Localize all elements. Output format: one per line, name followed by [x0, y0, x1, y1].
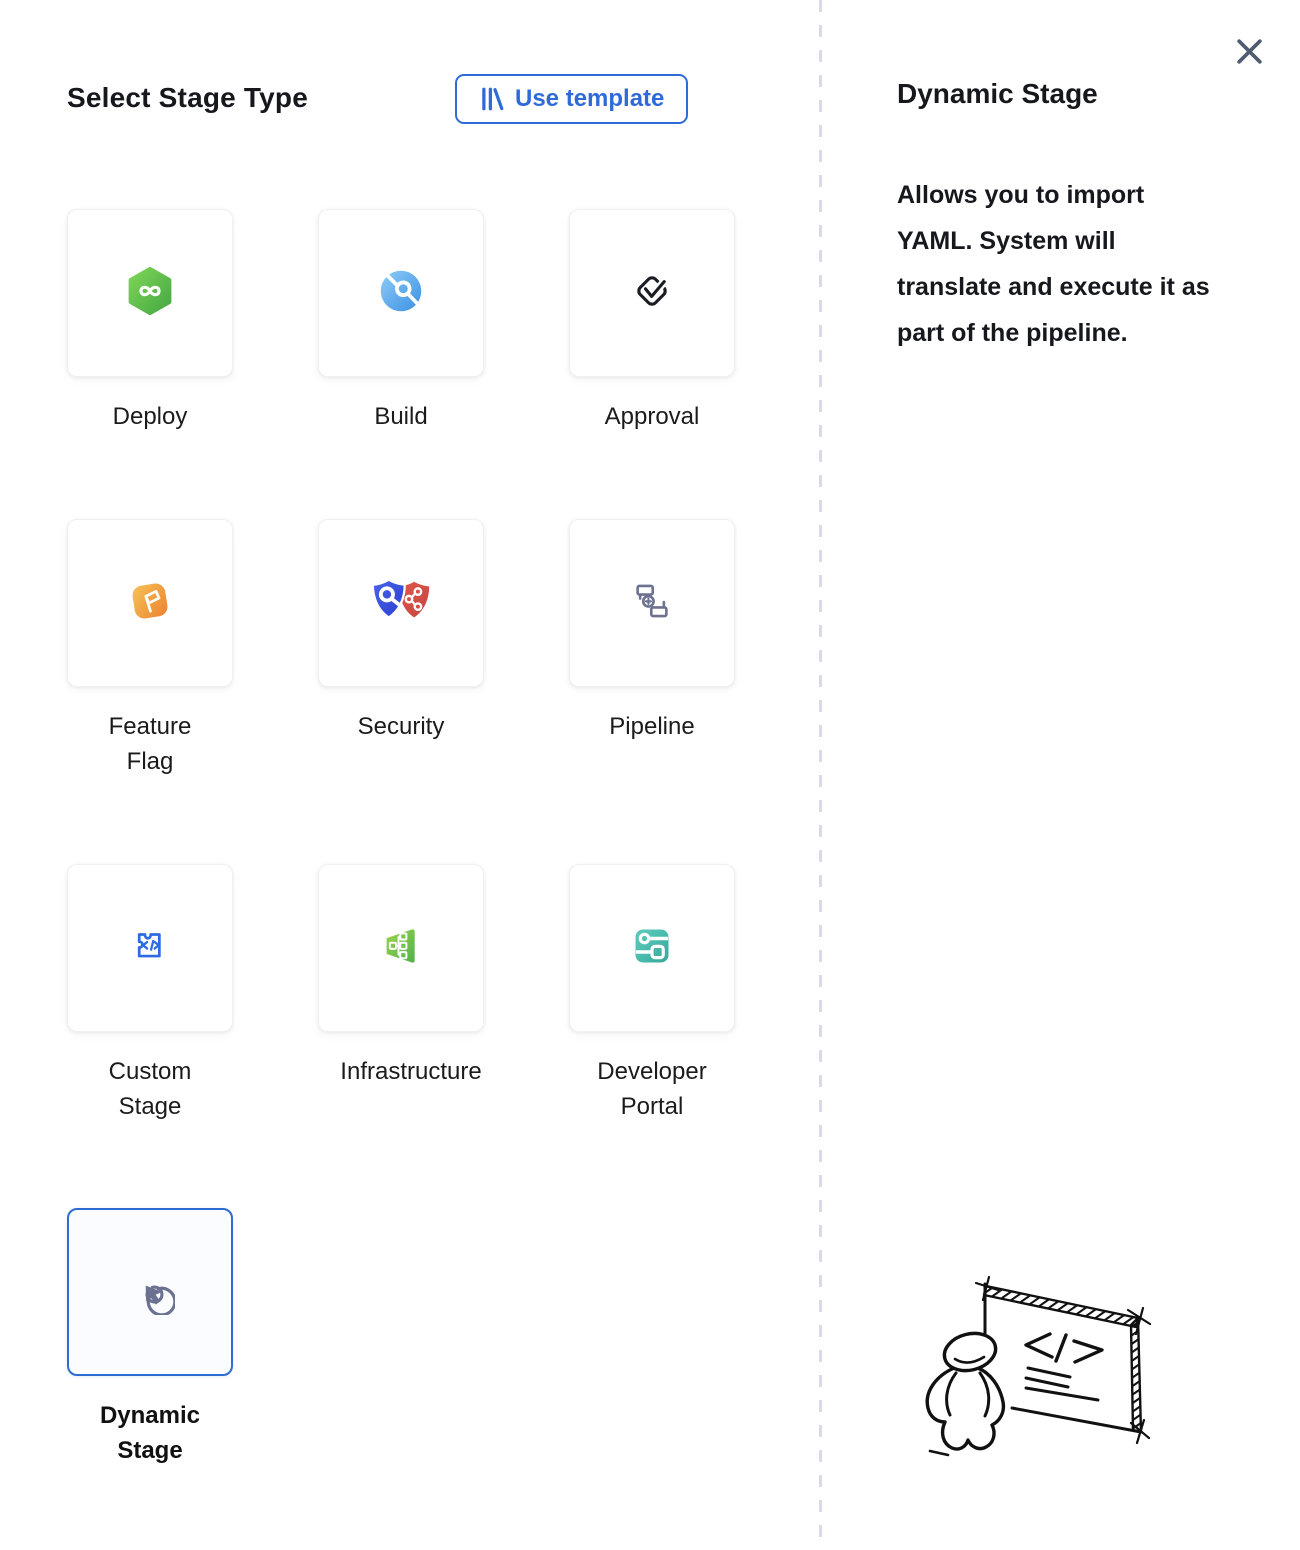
stage-label: Dynamic Stage — [99, 1402, 201, 1464]
stage-label: Feature Flag — [108, 713, 192, 775]
infrastructure-icon — [378, 923, 424, 974]
security-icon — [370, 577, 432, 629]
close-icon — [1234, 36, 1265, 70]
panel-divider — [819, 0, 822, 1550]
template-library-icon — [479, 86, 505, 112]
stage-label: Approval — [604, 403, 700, 430]
stage-label: Infrastructure — [340, 1058, 482, 1085]
stage-label: Pipeline — [609, 713, 695, 740]
feature-flag-icon — [126, 577, 174, 630]
stage-card-build[interactable] — [318, 209, 484, 377]
stage-card-approval[interactable] — [569, 209, 735, 377]
developer-portal-icon — [628, 922, 676, 975]
stage-label: Developer Portal — [597, 1058, 707, 1120]
detail-panel-description: Allows you to import YAML. System will translate and execute it as part of the pipeline. — [897, 181, 1210, 347]
stage-card-pipeline[interactable] — [569, 519, 735, 687]
stage-label: Custom Stage — [108, 1058, 192, 1120]
stage-card-dynamic-stage[interactable] — [67, 1208, 233, 1376]
custom-stage-icon — [127, 923, 173, 974]
close-button[interactable] — [1232, 36, 1266, 70]
person-presenting-code-board-illustration — [900, 1240, 1200, 1485]
deploy-icon — [126, 267, 174, 320]
use-template-button[interactable] — [455, 74, 688, 124]
stage-label: Deploy — [112, 403, 188, 430]
stage-card-infrastructure[interactable] — [318, 864, 484, 1032]
stage-card-feature-flag[interactable] — [67, 519, 233, 687]
pipeline-icon — [629, 578, 675, 629]
stage-card-developer-portal[interactable] — [569, 864, 735, 1032]
stage-card-security[interactable] — [318, 519, 484, 687]
stage-label: Security — [357, 713, 445, 740]
detail-panel-title: Dynamic Stage — [897, 78, 1098, 109]
stage-card-custom-stage[interactable] — [67, 864, 233, 1032]
page-title: Select Stage Type — [67, 82, 308, 113]
build-icon — [377, 267, 425, 320]
use-template-label: Use template — [515, 85, 665, 112]
approval-icon — [629, 268, 675, 319]
stage-card-deploy[interactable] — [67, 209, 233, 377]
dynamic-stage-icon — [125, 1265, 175, 1320]
stage-label: Build — [374, 403, 428, 430]
